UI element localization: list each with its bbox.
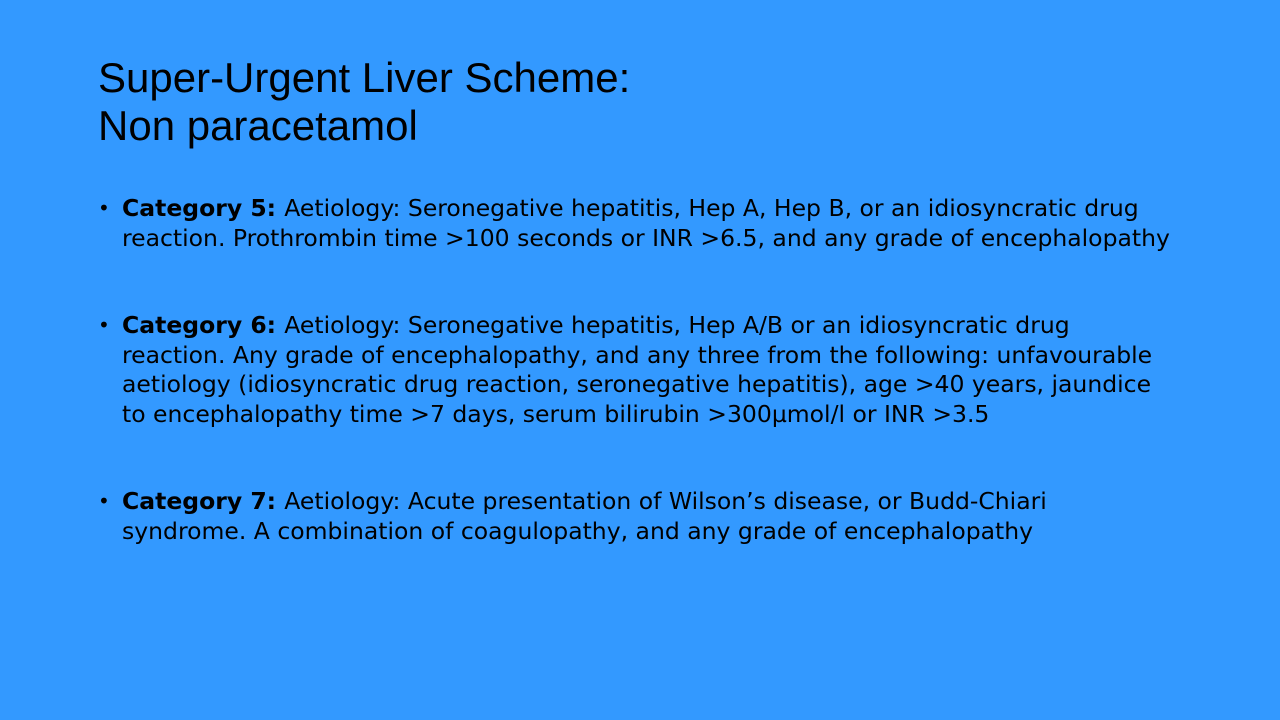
bullet-label: Category 6:: [122, 311, 285, 339]
bullet-category-6: [98, 311, 1178, 429]
title-line-2: Non paracetamol: [98, 102, 418, 149]
bullet-dot-icon: •: [98, 196, 110, 220]
bullet-category-5: [98, 194, 1178, 253]
bullet-text: Aetiology: Seronegative hepatitis, Hep A, Hep B, or an idiosyncratic drug reaction. Prothrombin time >100 seconds or INR >6.5, and any grade of encephalopathy: [122, 194, 1170, 252]
bullet-list: [98, 194, 1178, 546]
title-line-1: Super-Urgent Liver Scheme:: [98, 54, 631, 101]
bullet-label: Category 5:: [122, 194, 285, 222]
bullet-category-7: [98, 487, 1178, 546]
bullet-dot-icon: •: [98, 313, 110, 337]
bullet-text: Aetiology: Seronegative hepatitis, Hep A/B or an idiosyncratic drug reaction. Any grade of encephalopathy, and any three from the following: unfavourable aetiology (idiosyncratic drug reaction, seronegative hepatitis), age >40 years, jaundice to encephalopathy time >7 days, serum bilirubin >300µmol/l or INR >3.5: [122, 311, 1153, 428]
bullet-dot-icon: •: [98, 489, 110, 513]
bullet-text: Aetiology: Acute presentation of Wilson’s disease, or Budd-Chiari syndrome. A combination of coagulopathy, and any grade of encephalopathy: [122, 487, 1047, 545]
slide-title: [98, 54, 1198, 150]
bullet-label: Category 7:: [122, 487, 285, 515]
